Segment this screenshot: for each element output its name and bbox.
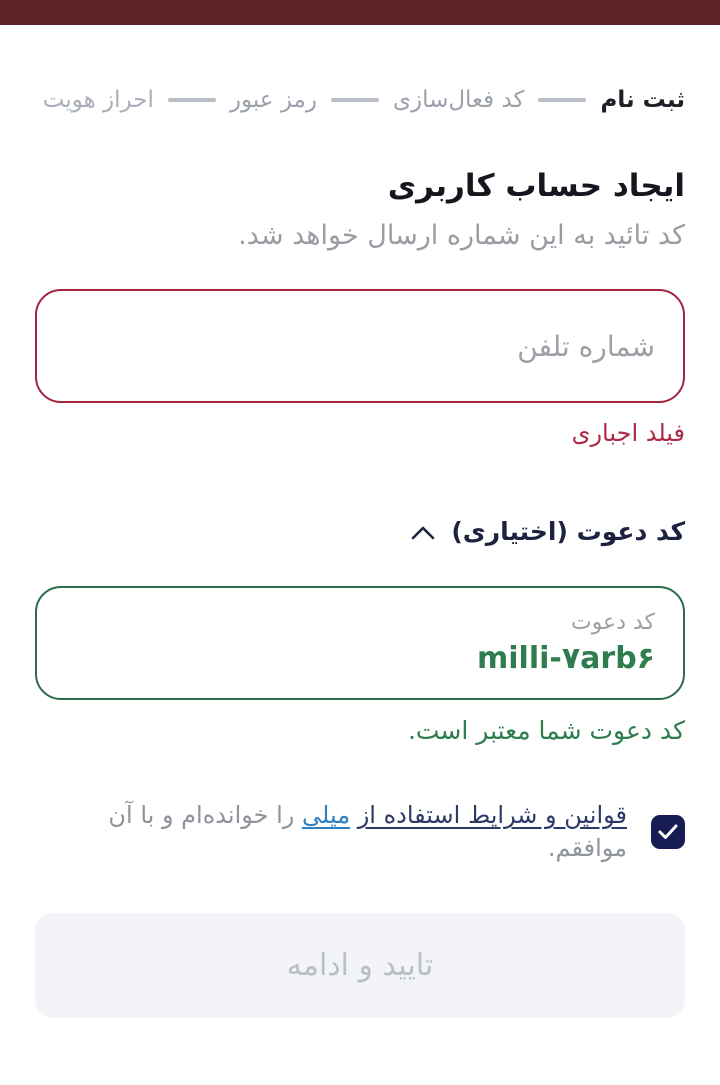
stepper-connector <box>331 98 379 102</box>
stepper-connector <box>168 98 216 102</box>
page-subtitle: کد تائید به این شماره ارسال خواهد شد. <box>238 220 685 251</box>
phone-required-error: فیلد اجباری <box>571 419 685 447</box>
invite-code-success-message: کد دعوت شما معتبر است. <box>407 716 685 745</box>
stepper-step-activation-code: کد فعال‌سازی <box>392 87 525 113</box>
stepper-step-identity: احراز هویت <box>42 87 154 113</box>
checkmark-icon <box>657 823 679 841</box>
phone-number-field[interactable] <box>35 289 685 403</box>
phone-number-input[interactable] <box>65 330 655 363</box>
stepper-step-register: ثبت نام <box>600 87 685 113</box>
terms-and-conditions-link[interactable]: قوانین و شرایط استفاده از <box>357 801 627 829</box>
stepper-connector <box>538 98 586 102</box>
terms-rest-text: را خوانده‌ام و با آن موافقم. <box>108 801 627 862</box>
brand-link[interactable]: میلی <box>302 801 351 829</box>
registration-stepper <box>0 87 720 113</box>
page-title: ایجاد حساب کاربری <box>387 168 685 204</box>
stepper-step-password: رمز عبور <box>229 87 317 113</box>
terms-text <box>35 799 627 865</box>
invite-code-value[interactable]: milli-۷arb۶ <box>477 641 655 676</box>
confirm-continue-button[interactable]: تایید و ادامه <box>35 913 685 1018</box>
invite-code-label: کد دعوت <box>570 610 655 635</box>
invite-code-field[interactable] <box>35 586 685 700</box>
terms-checkbox[interactable] <box>651 815 685 849</box>
status-bar <box>0 0 720 25</box>
chevron-up-icon <box>411 525 435 539</box>
invite-code-toggle-label: کد دعوت (اختیاری) <box>451 517 685 546</box>
terms-agreement-row <box>0 799 720 865</box>
invite-code-toggle[interactable] <box>0 517 720 546</box>
